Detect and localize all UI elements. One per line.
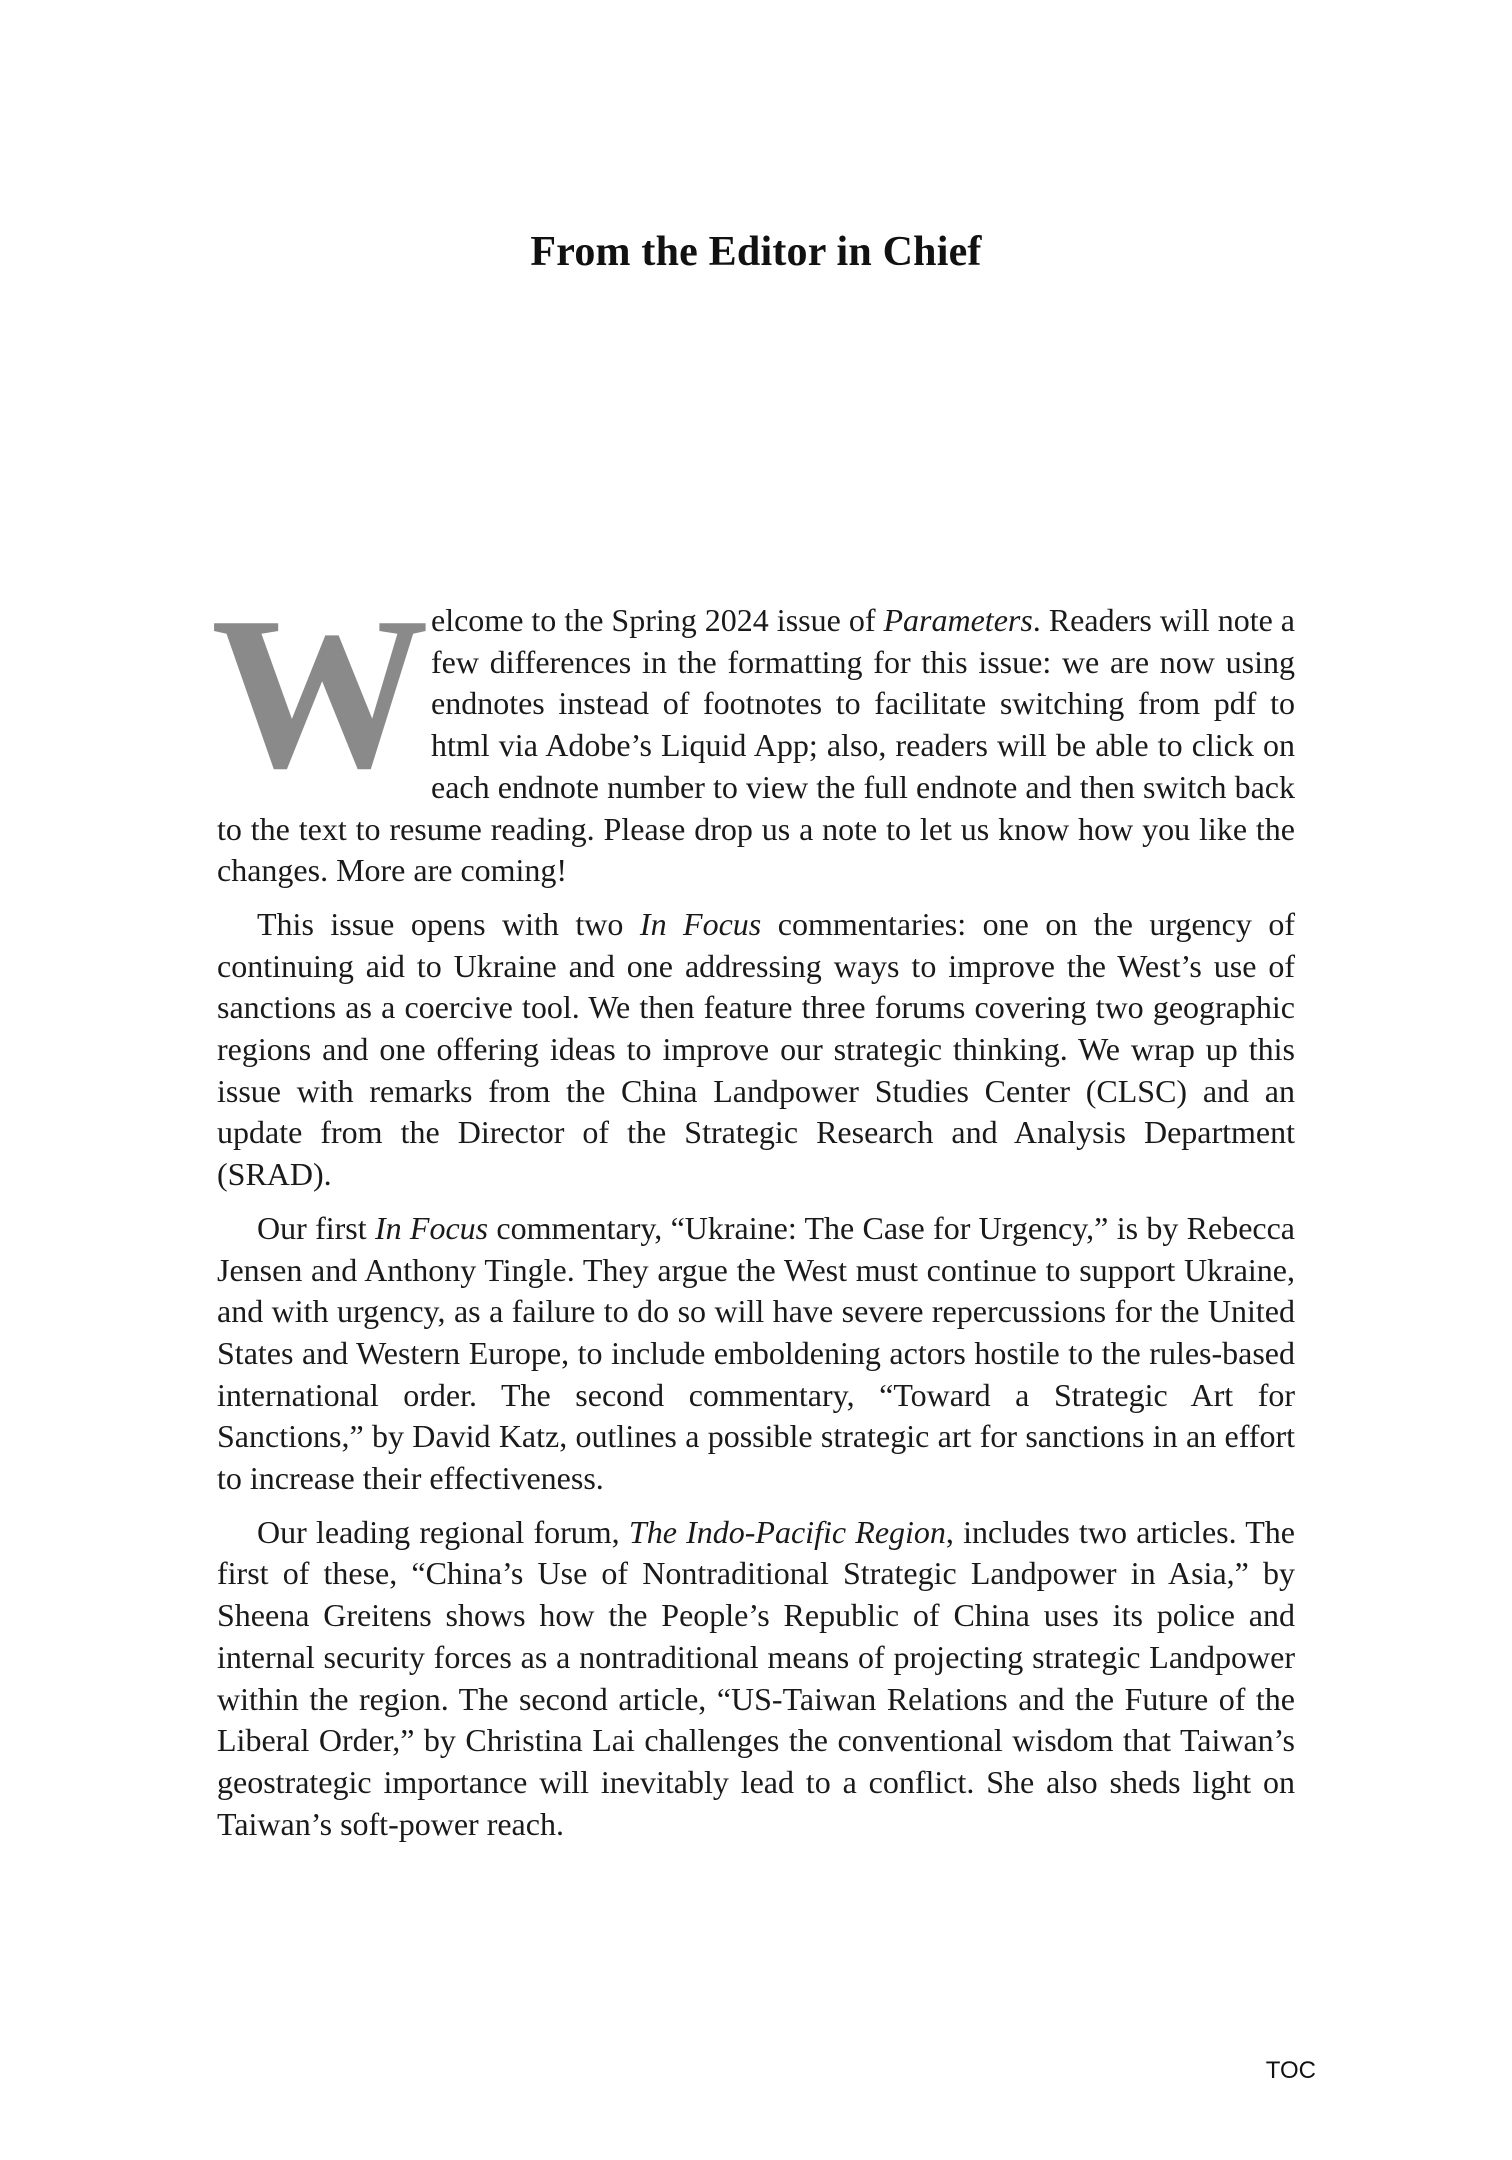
page-title: From the Editor in Chief bbox=[530, 229, 982, 275]
paragraph-4 bbox=[217, 1512, 1295, 1846]
text-run: , includes two articles. The first of these, “China’s Use of Nontraditional Strategic Landpower in Asia,” by Sheena Greitens shows how the People’s Republic of China uses its police and internal security forces as a nontraditional means of projecting strategic Landpower within the region. The second article, “US-Taiwan Relations and the Future of the Liberal Order,” by Christina Lai challenges the conventional wisdom that Taiwan’s geostrategic importance will inevitably lead to a conflict. She also sheds light on Taiwan’s soft-power reach. bbox=[217, 1513, 1296, 1842]
toc-link[interactable]: TOC bbox=[1265, 2057, 1316, 2084]
italic-title: In Focus bbox=[374, 1209, 489, 1246]
italic-title: In Focus bbox=[639, 905, 762, 942]
text-run: commentary, “Ukraine: The Case for Urgency,” is by Rebecca Jensen and Anthony Tingle. They argue the West must continue to support Ukraine, and with urgency, as a failure to do so will have severe repercussions for the United States and Western Europe, to include emboldening actors hostile to the rules-based international order. The second commentary, “Toward a Strategic Art for Sanctions,” by David Katz, outlines a possible strategic art for sanctions in an effort to increase their effectiveness. bbox=[217, 1209, 1296, 1497]
text-run: elcome to the Spring 2024 issue of bbox=[431, 602, 884, 638]
paragraph-1 bbox=[211, 573, 1295, 892]
text-run: commentaries: one on the urgency of continuing aid to Ukraine and one addressing ways to improve the West’s use of sanctions as a coercive tool. We then feature three forums covering two geographic regions and one offering ideas to improve our strategic thinking. We wrap up this issue with remarks from the China Landpower Studies Center (CLSC) and an update from the Director of the Strategic Research and Analysis Department (SRAD). bbox=[217, 905, 1296, 1193]
drop-cap: W bbox=[211, 573, 423, 814]
text-run: Our leading regional forum, bbox=[257, 1513, 629, 1550]
italic-title: The Indo-Pacific Region bbox=[628, 1513, 946, 1550]
text-run: . Readers will note a few differences in the formatting for this issue: we are now using endnotes instead of footnotes to facilitate switching from pdf to html via Adobe’s Liquid App; also, readers will be able to click on each endnote number to view the full endnote and then switch back to the text to resume reading. Please drop us a note to let us know how you like the changes. More are coming! bbox=[217, 602, 1295, 889]
paragraph-3-text bbox=[217, 1210, 1295, 1496]
text-run: This issue opens with two bbox=[257, 905, 640, 942]
article-body bbox=[211, 573, 1296, 1857]
text-run: Our first bbox=[257, 1209, 375, 1246]
paragraph-2 bbox=[217, 904, 1295, 1196]
paragraph-2-text bbox=[217, 906, 1295, 1192]
paragraph-3 bbox=[217, 1208, 1295, 1500]
italic-title: Parameters bbox=[883, 602, 1033, 638]
paragraph-4-text bbox=[217, 1514, 1295, 1842]
